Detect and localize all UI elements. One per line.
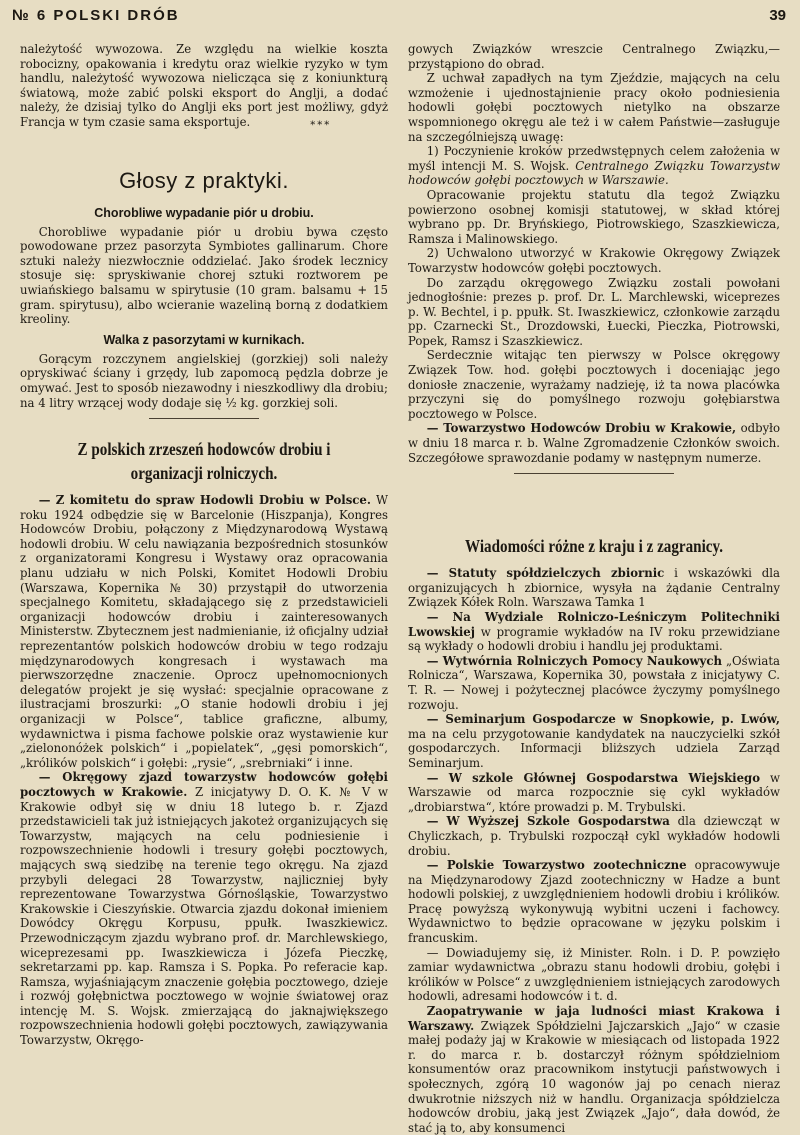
news-item: — W szkole Głównej Gospodarstwa Wiejskiego w Warszawie od marca rozpocznie się cykl wykładów „drobiarstwa“, które prowadzi p. M. Trybulski. [408, 770, 780, 814]
left-column [20, 42, 388, 1106]
section-title-wiadomosci: Wiadomości różne z kraju i z zagranicy. [465, 536, 723, 557]
resolution-1: 1) Poczynienie kroków przedwstępnych celem założenia w myśl intencji M. S. Wojsk. Centralnego Związku Towarzystw hodowców gołębi pocztowych w Warszawie. [408, 144, 780, 188]
section-title-zrzeszenia: Z polskich zrzeszeń hodowców drobiu i organizacji rolniczych. [77, 439, 331, 484]
news-item: — Statuty spółdzielczych zbiornic i wskazówki dla organizujących h zbiornice, wysyła na żądanie Centralny Związek Kółek Roln. Warszawa Tamka 1 [408, 566, 780, 610]
page-header [8, 4, 792, 26]
section-title-glosy: Głosy z praktyki. [119, 167, 289, 193]
news-item: Zaopatrywanie w jaja ludności miast Krakowa i Warszawy. Związek Spółdzielni Jajczarskich „Jajo“ w czasie małej podaży jaj w Krakowie w miesiącach od listopada 1922 r. do marca r. b. dostarczył różnym spółdzielniom konsumentów oraz pracownikom instytucji państwowych i społecznych, zgórą 10 wagonów jaj po cenach nieraz dwukrotnie niższych niż w handlu. Organizacja spółdzielcza hodowców drobiu, jaką jest Związek „Jajo“, dała dowód, że stać ją to, aby konsumenci [408, 1004, 780, 1135]
news-item: — Dowiadujemy się, iż Minister. Roln. i D. P. powzięło zamiar wydawnictwa „obrazu stanu hodowli drobiu, gołębi i królików w Polsce“ z uwzględnieniem istniejących zarodowych hodowli, adresami hodowców i t. d. [408, 945, 780, 1004]
krakow-society-paragraph: — Towarzystwo Hodowców Drobiu w Krakowie, odbyło w dniu 18 marca r. b. Walne Zgromadzenie Członków swoich. Szczegółowe sprawozdanie podamy w następnym numerze. [408, 421, 781, 465]
journal-title: № 6 POLSKI DRÓB [12, 7, 180, 24]
divider [514, 473, 674, 474]
right-column [408, 42, 781, 1135]
subhead-parasites: Walka z pasorzytami w kurnikach. [103, 332, 305, 347]
separator-stars: * [310, 119, 316, 131]
news-item: — W Wyższej Szkole Gospodarstwa dla dziewcząt w Chyliczkach, p. Trybulski rozpoczął cykl wykładów hodowli drobiu. [408, 814, 781, 858]
feathers-paragraph: Chorobliwe wypadanie piór u drobiu bywa często powodowane przez pasorzyta Symbiotes gallinarum. Chore sztuki należy niezwłocznie oddzielać. Jako środek lecznicy stosuje się: spryskiwanie chorej sztuki roztworem pe uwiańskiego balsamu w spirytusie (10 gram. balsamu + 15 gram. spirytusu), albo wcieranie wazeliną borną z dodatkiem kreoliny. [20, 224, 388, 327]
board-paragraph: Do zarządu okręgowego Związku zostali powołani jednogłośnie: prezes p. prof. Dr. L. Marchlewski, wiceprezes p. W. Bechtel, i p. ppułk. St. Iwaszkiewicz, członkowie zarządu pp. Czarnecki St., Drozdowski, Łuecki, Pieczka, Piotrowski, Popek, Ramsz i Szaszkiewicz. [408, 275, 780, 348]
komitet-paragraph: — Z komitetu do spraw Hodowli Drobiu w Polsce. W roku 1924 odbędzie się w Barcelonie (Hiszpanja), Kongres Hodowców Drobiu, połączony z Międzynarodową Wystawą hodowli drobiu. W celu nawiązania bezpośrednich stosunków z organizatorami Kongresu i Wystawy oraz opracowania planu udziału w nich Polski, Komitet Hodowli Drobiu (Warszawa, Kopernika № 30) przystąpił do utworzenia specjalnego Komitetu, składającego się z przedstawicieli organizacji hodowców drobiu i zainteresowanych Ministerstw. Zbytecznem jest nadmienianie, iż oficjalny udział reprezentantów polskich hodowców drobiu w tego rodzaju międzynarodowych kongresach i wystawach ma pierwszorzędne znaczenie. Oprocz upełnomocnionych delegatów projekt je się wysłać: specjalnie opracowane z ilustracjami broszurki: „O stanie hodowli drobiu i jej organizacji w Polsce“, tablice graficzne, albumy, wydawnictwa i pisma fachowe polskie oraz wystawienie kur „zielononóżek polskich“ i „popielatek“, „gęsi pomorskich“, „królików polskich“ i gołębi: „rysie“, „srebrniaki“ i inne. [20, 493, 389, 770]
news-item: — Polskie Towarzystwo zootechniczne opracowywuje na Międzynarodowy Zjazd zootechniczny w Hadze a bunt hodowli polskiej, z uwzględnieniem hodowli drobiu i królików. Pracę powyższą wykonywują wybitni uczeni i fachowcy. Wydawnictwo to będzie opracowane w języku polskim i francuskim. [408, 858, 780, 946]
parasites-paragraph: Gorącym rozczynem angielskiej (gorzkiej) soli należy opryskiwać ściany i grzędy, lub zapomocą pędzla dobrze je omywać. Jest to sposób niezawodny i nieszkodliwy dla drobiu; na 4 litry wrzącej wody dodaje się ½ kg. gorzkiej soli. [20, 351, 388, 410]
news-item: — Wytwórnia Rolniczych Pomocy Naukowych „Oświata Rolnicza“, Warszawa, Kopernika 30, powstała z inicjatywy C. T. R. — Nowej i pożytecznej placówce życzymy pomyślnego rozwoju. [408, 653, 780, 712]
greeting-paragraph: Serdecznie witając ten pierwszy w Polsce okręgowy Związek Tow. hod. gołębi pocztowych i doceniając jego doniosłe znaczenie, wyrażamy nadzieję, iż ta nowa placówka przyczyni się do pomyślnego rozwoju gołębiarstwa pocztowego w Polsce. [408, 348, 780, 421]
statute-paragraph: Opracowanie projektu statutu dla tegoż Związku powierzono osobnej komisji statutowej, w skład której wybrano pp. Dr. Bryńskiego, Piotrowskiego, Szaszkiewicza, Ramsza i Malinowskiego. [408, 187, 780, 246]
resolution-2: 2) Uchwalono utworzyć w Krakowie Okręgowy Związek Towarzystw hodowców gołębi pocztowych. [408, 246, 780, 275]
news-item: — Na Wydziale Rolniczo-Leśniczym Politechniki Lwowskiej w programie wykładów na IV roku przewidziane są wykłady o hodowli drobiu i handlu jej produktami. [408, 610, 780, 654]
resolutions-paragraph: Z uchwał zapadłych na tym Zjeździe, mających na celu wzmożenie i ujednostajnienie pracy około podniesienia hodowli gołębi pocztowych nietylko na obszarze wspomnionego okręgu ale też i w całem Państwie—zasługuje na szczególniejszą uwagę: [408, 71, 780, 144]
news-item: — Seminarjum Gospodarcze w Snopkowie, p. Lwów, ma na celu przygotowanie kandydatek na nauczycielki szkół gospodarczych. Informacji bliższych udziela Zarząd Seminarjum. [408, 712, 780, 770]
continued-paragraph: gowych Związków wreszcie Centralnego Związku,—przystąpiono do obrad. [408, 42, 780, 71]
okregowy-paragraph: — Okręgowy zjazd towarzystw hodowców gołębi pocztowych w Krakowie. Z inicjatywy D. O. K. № V w Krakowie odbył się w dniu 18 lutego b. r. Zjazd przedstawicieli tak już istniejących jakoteż organizujących się Towarzystw, mających na celu podniesienie i rozpowszechnienie hodowli i tresury gołębi pocztowych, mających swą siedzibę na terenie tego okręgu. Na zjazd przybyli delegaci 28 Towarzystw, najliczniej były reprezentowane Towarzystwa Górnośląskie, Towarzystwo Krakowskie i Cieszyńskie. Otwarcia zjazdu dokonał imieniem Dowódcy Okręgu Korpusu, ppułk. Iwaszkiewicz. Przewodniczącym zjazdu wybrano prof. dr. Marchlewskiego, wiceprezesami pp. Iwaszkiewicza i Józefa Pieczkę, sekretarzami pp. kap. Ramsza i S. Popka. Po referacie kap. Ramsza, wyjaśniającym znaczenie gołębia pocztowego, dzieje i rozwój gołębnictwa pocztowego w wojnie światowej oraz intencję M. S. Wojsk. zmierzającą do jaknajwiększego rozpowszechnienia hodowli gołębi pocztowych, zawiązywania Towarzystw, Okręgo- [20, 770, 388, 1048]
page-number: 39 [769, 7, 786, 24]
subhead-feathers: Chorobliwe wypadanie piór u drobiu. [94, 205, 314, 220]
intro-paragraph: należytość wywozowa. Ze względu na wielkie koszta robocizny, opakowania i kredytu oraz wielkie ryzyko w tym handlu, należytość wywozowa nielicząca się z koniunkturą światową, może zabić polski eksport do Anglji, a dodać należy, że dzisiaj tylko do Anglji eks port jest możliwy, gdyż Francja w tym czasie sama eksportuje. * * * [20, 42, 388, 134]
divider [149, 418, 259, 419]
